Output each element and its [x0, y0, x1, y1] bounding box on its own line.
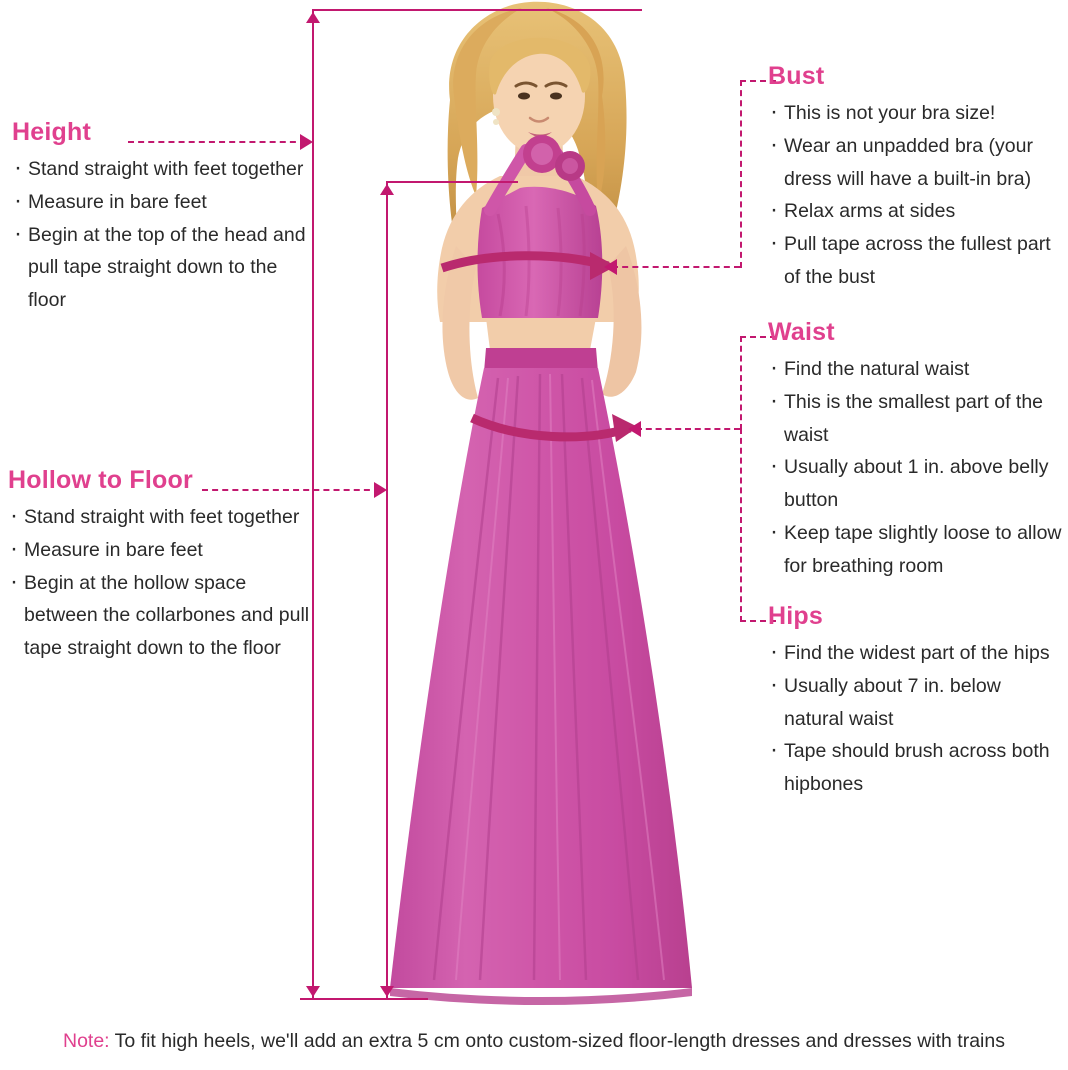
- waist-bullet: · Usually about 1 in. above belly button: [768, 451, 1064, 517]
- hips-bullet: · Find the widest part of the hips: [768, 637, 1056, 670]
- height-bullet: · Stand straight with feet together: [12, 153, 312, 186]
- bust-bullet: · This is not your bra size!: [768, 97, 1060, 130]
- waist-bullet: · Find the natural waist: [768, 353, 1064, 386]
- hollow-top-tick: [386, 181, 518, 183]
- bust-tape: [440, 248, 620, 282]
- waist-connector-horizontal: [636, 428, 740, 430]
- waist-bullet: · This is the smallest part of the waist: [768, 386, 1064, 452]
- waist-bullet: · Keep tape slightly loose to allow for breathing room: [768, 517, 1064, 583]
- waist-connector-vertical: [740, 336, 742, 430]
- hips-bullet: · Tape should brush across both hipbones: [768, 735, 1056, 801]
- hollow-to-floor-title: Hollow to Floor: [8, 466, 193, 494]
- hollow-arrow-up: [380, 184, 394, 195]
- note-label: Note:: [62, 1030, 110, 1052]
- hollow-to-floor-bullet-list: [8, 501, 318, 665]
- bust-bullet: · Pull tape across the fullest part of the bust: [768, 228, 1060, 294]
- hips-callout: [768, 602, 1056, 801]
- waist-arrow: [628, 421, 641, 437]
- height-arrow-up: [306, 12, 320, 23]
- waist-callout: [768, 318, 1064, 582]
- hollow-arrow-down: [380, 986, 394, 997]
- hollow-callout-arrow: [374, 482, 387, 498]
- hollow-guide-line: [386, 182, 388, 1000]
- height-top-tick: [312, 9, 642, 11]
- height-callout: [12, 118, 312, 317]
- waist-bullet-list: [768, 353, 1064, 582]
- hollow-bottom-tick: [368, 998, 428, 1000]
- bust-arrow: [604, 259, 617, 275]
- height-bullet: · Measure in bare feet: [12, 186, 312, 219]
- footer-note: [0, 1030, 1068, 1053]
- bust-connector-vertical: [740, 80, 742, 268]
- waist-title: Waist: [768, 318, 835, 346]
- hips-title: Hips: [768, 602, 823, 630]
- dress-model-illustration: [330, 0, 760, 1010]
- bust-bullet: · Relax arms at sides: [768, 195, 1060, 228]
- hips-connector-vertical: [740, 428, 742, 622]
- hollow-to-floor-bullet: · Measure in bare feet: [8, 534, 318, 567]
- height-title: Height: [12, 118, 91, 146]
- height-bullet-list: [12, 153, 312, 317]
- hollow-to-floor-bullet: · Stand straight with feet together: [8, 501, 318, 534]
- waist-tape: [470, 404, 640, 448]
- bust-connector-horizontal: [612, 266, 740, 268]
- hollow-to-floor-callout: [8, 466, 318, 665]
- hips-bullet-list: [768, 637, 1056, 801]
- hollow-to-floor-bullet: · Begin at the hollow space between the collarbones and pull tape straight down to the floor: [8, 567, 318, 665]
- bust-title: Bust: [768, 62, 825, 90]
- note-text: To fit high heels, we'll add an extra 5 cm onto custom-sized floor-length dresses and dresses with trains: [109, 1030, 1005, 1052]
- bust-bullet: · Wear an unpadded bra (your dress will have a built-in bra): [768, 130, 1060, 196]
- bust-bullet-list: [768, 97, 1060, 294]
- height-arrow-down: [306, 986, 320, 997]
- height-bullet: · Begin at the top of the head and pull tape straight down to the floor: [12, 219, 312, 317]
- bust-callout: [768, 62, 1060, 294]
- hips-bullet: · Usually about 7 in. below natural waist: [768, 670, 1056, 736]
